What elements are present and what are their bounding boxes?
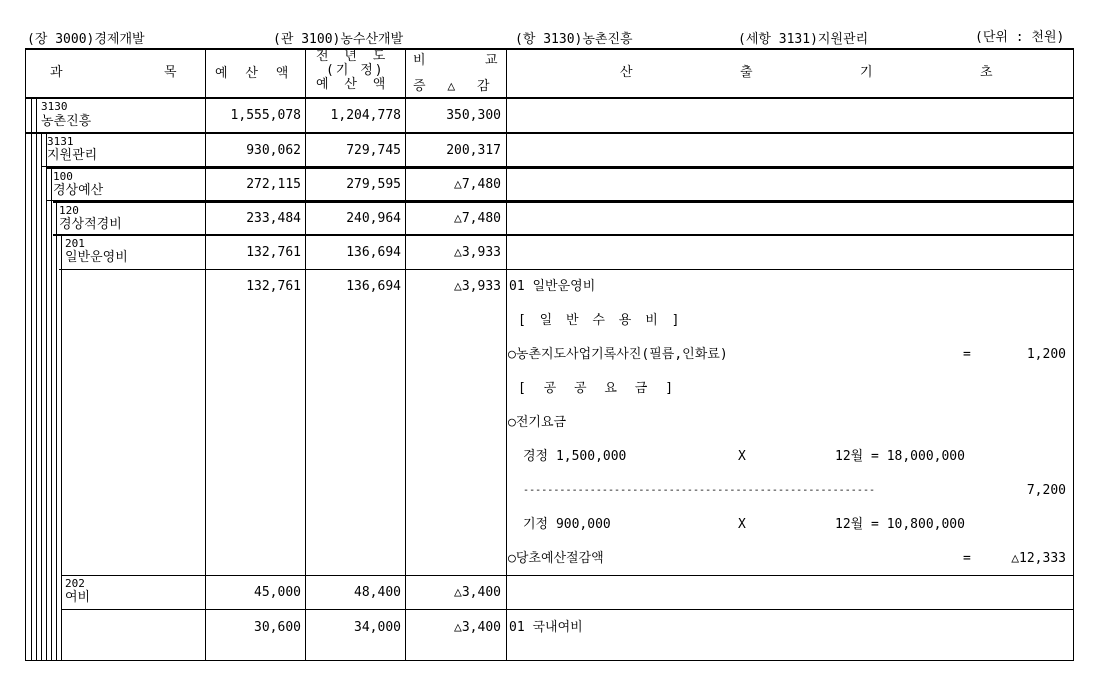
row-code: 202 (65, 577, 85, 590)
col-budget-header: 예 산 액 (215, 66, 294, 81)
row-name: 일반운영비 (65, 250, 128, 265)
row-prev: 1,204,778 (330, 108, 401, 123)
row-diff: △7,480 (454, 177, 501, 192)
row-code: 120 (59, 204, 79, 217)
row-budget: 233,484 (246, 211, 301, 226)
col-prev-header-2: (기 정) (326, 63, 385, 78)
detail-prev: 34,000 (354, 620, 401, 635)
item-label: (항 3130)농촌진흥 (515, 32, 633, 47)
item-budget-saving: ○당초예산절감액 (508, 551, 604, 566)
row-prev: 48,400 (354, 585, 401, 600)
col-basis-char4: 초 (980, 65, 993, 80)
section-label: (관 3100)농수산개발 (273, 32, 404, 47)
row-budget: 930,062 (246, 143, 301, 158)
col-basis-char3: 기 (860, 65, 873, 80)
calc-revised-x: X (738, 449, 746, 464)
row-code: 3130 (41, 100, 68, 113)
calc-original: 기정 900,000 (523, 517, 611, 532)
row-budget: 45,000 (254, 585, 301, 600)
calc-divider: ---------------------------------------------------------- (523, 485, 876, 496)
row-name: 여비 (65, 590, 91, 605)
col-prev-header-1: 전 년 도 (316, 49, 390, 64)
row-budget: 132,761 (246, 245, 301, 260)
detail-budget: 30,600 (254, 620, 301, 635)
row-diff: 200,317 (446, 143, 501, 158)
section-general-expense: [ 일 반 수 용 비 ] (518, 313, 683, 328)
detail-prev: 136,694 (346, 279, 401, 294)
row-diff: △7,480 (454, 211, 501, 226)
row-name: 지원관리 (47, 148, 98, 163)
item-saving-amount: △12,333 (1011, 551, 1066, 566)
detail-title: 01 일반운영비 (509, 279, 596, 294)
row-code: 100 (53, 170, 73, 183)
item-photo-amount: 1,200 (1026, 347, 1066, 362)
row-prev: 279,595 (346, 177, 401, 192)
col-compare-header-2: 증 △ 감 (413, 79, 497, 94)
chapter-label: (장 3000)경제개발 (27, 32, 145, 47)
col-basis-char2: 출 (740, 65, 753, 80)
calc-revised-result: 12월 = 18,000,000 (835, 449, 965, 464)
col-subject-char2: 목 (164, 65, 177, 80)
row-prev: 136,694 (346, 245, 401, 260)
row-name: 경상적경비 (59, 217, 122, 232)
row-code: 201 (65, 237, 85, 250)
item-photo-cost: ○농촌지도사업기록사진(필름,인화료) (508, 347, 728, 362)
col-compare-char2: 교 (485, 53, 498, 68)
row-code: 3131 (47, 135, 74, 148)
detail-diff: △3,933 (454, 279, 501, 294)
item-photo-eq: = (963, 347, 971, 362)
col-subject-char1: 과 (50, 65, 63, 80)
row-diff: △3,400 (454, 585, 501, 600)
section-utility: [ 공 공 요 금 ] (518, 381, 679, 396)
row-name: 경상예산 (53, 183, 104, 198)
row-diff: 350,300 (446, 108, 501, 123)
calc-revised: 경정 1,500,000 (523, 449, 627, 464)
row-prev: 729,745 (346, 143, 401, 158)
col-basis-char1: 산 (620, 65, 633, 80)
detail-budget: 132,761 (246, 279, 301, 294)
row-prev: 240,964 (346, 211, 401, 226)
row-budget: 1,555,078 (230, 108, 301, 123)
unit-label: (단위 : 천원) (975, 30, 1065, 45)
col-compare-char1: 비 (413, 53, 426, 68)
col-prev-header-3: 예 산 액 (316, 77, 390, 92)
row-budget: 272,115 (246, 177, 301, 192)
detail-diff: △3,400 (454, 620, 501, 635)
row-name: 농촌진흥 (41, 114, 92, 129)
detail-title: 01 국내여비 (509, 620, 583, 635)
subitem-label: (세항 3131)지원관리 (738, 32, 869, 47)
calc-original-x: X (738, 517, 746, 532)
row-diff: △3,933 (454, 245, 501, 260)
calc-original-result: 12월 = 10,800,000 (835, 517, 965, 532)
calc-divider-amount: 7,200 (1026, 483, 1066, 498)
item-electricity: ○전기요금 (508, 415, 567, 430)
item-saving-eq: = (963, 551, 971, 566)
